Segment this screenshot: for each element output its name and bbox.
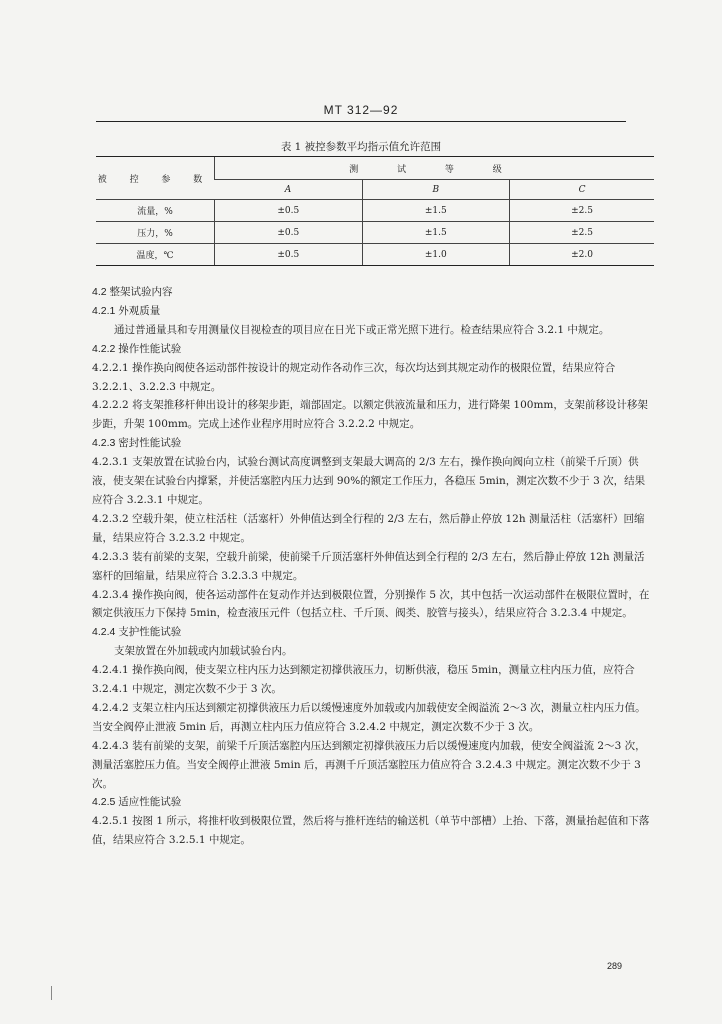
section-heading: 4.2.5 适应性能试验: [92, 796, 182, 809]
value-cell: ±2.5: [510, 200, 654, 222]
clause: 4.2.3.1 支架放置在试验台内，试验台测试高度调整到支架最大调高的 2/3 左右，操作换向阀向立柱（前梁千斤顶）供液，使支架在试验台内撑紧，并使活塞腔内压力达到 90%的额定工作压力，各稳压 5min，测定次数不少于 3 次，结果应符合 3.2.3.1 中规定。: [92, 456, 646, 506]
clause: 4.2.4.2 支架立柱内压达到额定初撑供液压力后以缓慢速度外加载或内加载使安全阀溢流 2～3 次，测量立柱内压力值。当安全阀停止泄液 5min 后，再测立柱内压力值应符合 3.2.4.2 中规定，测定次数不少于 3 次。: [92, 701, 646, 733]
section-heading: 4.2.2 操作性能试验: [92, 342, 182, 355]
level-header: B: [362, 180, 510, 200]
section-heading: 4.2.4 支护性能试验: [92, 626, 182, 639]
header-rule: [96, 121, 626, 122]
value-cell: ±1.5: [362, 200, 510, 222]
page-number: 289: [607, 961, 623, 971]
parameter-table: [96, 156, 654, 266]
clause: 4.2.3.4 操作换向阀，使各运动部件在复动作并达到极限位置，分别操作 5 次，其中包括一次运动部件在极限位置时，在额定供液压力下保持 5min，检查液压元件（包括立柱、千斤顶、阀类、胶管与接头），结果应符合 3.2.3.4 中规定。: [92, 588, 650, 620]
clause: 4.2.2.1 操作换向阀使各运动部件按设计的规定动作各动作三次，每次均达到其规定动作的极限位置，结果应符合 3.2.2.1、3.2.2.3 中规定。: [92, 361, 616, 393]
standard-code-header: MT 312—92: [323, 103, 399, 117]
param-cell: 压力，%: [96, 222, 215, 244]
clause: 4.2.3.3 装有前梁的支架，空载升前梁，使前梁千斤顶活塞杆外伸值达到全行程的 2/3 左右，然后静止停放 12h 测量活塞杆的回缩量，结果应符合 3.2.3.3 中规定。: [92, 550, 645, 582]
param-cell: 流量，%: [96, 200, 215, 222]
body-text: [92, 283, 652, 850]
section-heading: 4.2.3 密封性能试验: [92, 437, 182, 450]
level-header: A: [215, 180, 363, 200]
value-cell: ±1.5: [362, 222, 510, 244]
paragraph: 通过普通量具和专用测量仪目视检查的项目应在日光下或正常光照下进行。检查结果应符合 3.2.1 中规定。: [114, 323, 610, 336]
value-cell: ±2.0: [510, 244, 654, 266]
paragraph: 支架放置在外加载或内加载试验台内。: [114, 645, 293, 658]
level-header: C: [510, 180, 654, 200]
clause: 4.2.4.1 操作换向阀，使支架立柱内压力达到额定初撑供液压力，切断供液，稳压 5min，测量立柱内压力值，应符合 3.2.4.1 中规定，测定次数不少于 3 次。: [92, 664, 635, 696]
value-cell: ±1.0: [362, 244, 510, 266]
value-cell: ±0.5: [215, 244, 363, 266]
value-cell: ±2.5: [510, 222, 654, 244]
table-row: [96, 222, 654, 244]
scan-mark: [51, 986, 56, 1000]
section-heading: 4.2.1 外观质量: [92, 304, 161, 317]
section-heading: 4.2 整架试验内容: [92, 286, 173, 298]
clause: 4.2.5.1 按图 1 所示，将推杆收到极限位置，然后将与推杆连结的输送机（单节中部槽）上抬、下落，测量抬起值和下落值，结果应符合 3.2.5.1 中规定。: [92, 815, 650, 847]
level-group-header: 测 试 等 级: [215, 157, 655, 180]
clause: 4.2.2.2 将支架推移杆伸出设计的移架步距，端部固定。以额定供液流量和压力，进行降架 100mm，支架前移设计移架步距，升架 100mm。完成上述作业程序用时应符合 3.2.2.2 中规定。: [92, 399, 648, 431]
param-cell: 温度，℃: [96, 244, 215, 266]
clause: 4.2.4.3 装有前梁的支架，前梁千斤顶活塞腔内压达到额定初撑供液压力后以缓慢速度内加载，使安全阀溢流 2～3 次，测量活塞腔压力值。当安全阀停止泄液 5min 后，再测千斤顶活塞腔压力值应符合 3.2.4.3 中规定。测定次数不少于 3 次。: [92, 739, 646, 790]
clause: 4.2.3.2 空载升架，使立柱活柱（活塞杆）外伸值达到全行程的 2/3 左右，然后静止停放 12h 测量活柱（活塞杆）回缩量，结果应符合 3.2.3.2 中规定。: [92, 512, 645, 544]
table-title: 表 1 被控参数平均指示值允许范围: [280, 141, 442, 153]
param-header: 被 控 参 数: [96, 157, 215, 200]
table-row: [96, 244, 654, 266]
table-row: [96, 200, 654, 222]
value-cell: ±0.5: [215, 222, 363, 244]
value-cell: ±0.5: [215, 200, 363, 222]
